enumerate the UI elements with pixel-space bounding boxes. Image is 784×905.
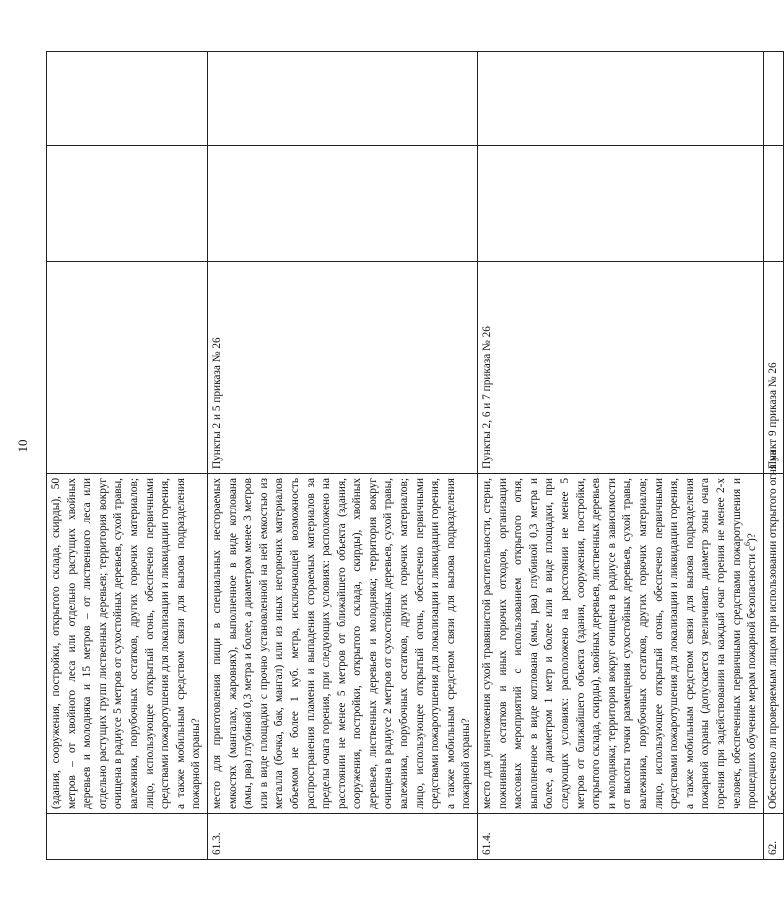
note-cell <box>207 52 477 146</box>
item-number: 61.3. <box>207 814 477 860</box>
checklist-sheet <box>46 52 779 860</box>
question-text: место для приготовления пищи в специальных несгораемых емкостях (мангалах, жаровнях), выполненное в виде котлована (ямы, рва) глубиной 0,3 метра и более, а диаметром менее 3 метров или в виде площадки с прочно установленной на ней емкостью из металла (бочка, бак, мангал) или из иных негорючих материалов объемом не более 1 куб. метра, исключающей возможность распространения пламени и выпадения сгораемых материалов за пределы очага горения, при следующих условиях: расположено на расстоянии не менее 5 метров от ближайшего объекта (здания, сооружения, постройки, открытого склада, скирды), хвойных деревьев, лиственных деревьев и молодняка; территория вокруг очищена в радиусе 2 метров от сухостойных деревьев, сухой травы, валежника, порубочных остатков, других горючих материалов; лицо, использующее открытый огонь, обеспечено первичными средствами пожаротушения для локализации и ликвидации горения, а также мобильным средством связи для вызова подразделения пожарной охраны? <box>207 474 477 814</box>
item-number: 61.4. <box>478 814 764 860</box>
answer-cell <box>763 146 784 262</box>
item-number <box>47 814 208 860</box>
question-text: Обеспечено ли проверяемым лицом при использовании открытого огня на <box>763 474 784 814</box>
checklist-table <box>46 51 784 860</box>
answer-cell <box>207 146 477 262</box>
table-row <box>478 52 764 860</box>
table-row <box>207 52 477 860</box>
question-text <box>478 474 764 814</box>
page-number: 10 <box>15 439 30 453</box>
requirement-reference: Пункт 9 приказа № 26 <box>763 262 784 474</box>
note-cell <box>47 52 208 146</box>
note-cell <box>478 52 764 146</box>
note-cell <box>763 52 784 146</box>
question-tail: )? <box>746 533 759 542</box>
requirement-reference: Пункты 2, 6 и 7 приказа № 26 <box>478 262 764 474</box>
requirement-reference <box>47 262 208 474</box>
requirement-reference: Пункты 2 и 5 приказа № 26 <box>207 262 477 474</box>
answer-cell <box>47 146 208 262</box>
table-row <box>47 52 208 860</box>
answer-cell <box>478 146 764 262</box>
table-row <box>763 52 784 860</box>
item-number: 62. <box>763 814 784 860</box>
question-body: место для уничтожения сухой травянистой растительности, стерни, пожнивных остатков и иных горючих отходов, организации массовых мероприятий с использованием открытого огня, выполненное в виде котлована (ямы, рва) глубиной 0,3 метра и более, а диаметром 1 метр и более или в виде площадки, при следующих условиях: расположено на расстоянии не менее 5 метров от ближайшего объекта (здания, сооружения, постройки, открытого склада, скирды), хвойных деревьев, лиственных деревьев и молодняка; территория вокруг очищена в радиусе в зависимости от высоты точки размещения сухостойных деревьев, сухой травы, валежника, порубочных остатков, других горючих материалов; лицо, использующее открытый огонь, обеспечено первичными средствами пожаротушения для локализации и ликвидации горения, а также мобильным средством связи для вызова подразделения пожарной охраны (допускается увеличивать диаметр зоны очага горения при задействовании на каждый очаг горения не менее 2-х человек, обеспеченных первичными средствами пожаротушения и прошедших обучение мерам пожарной безопасности с <box>481 478 759 809</box>
footnote-marker: 6 <box>743 541 753 546</box>
question-text: (здания, сооружения, постройки, открытого склада, скирды), 50 метров – от хвойного леса или отдельно растущих хвойных деревьев и молодняка и 15 метров – от лиственного леса или отдельно растущих групп лиственных деревьев; территория вокруг очищена в радиусе 5 метров от сухостойных деревьев, сухой травы, валежника, порубочных остатков, других горючих материалов; лицо, использующее открытый огонь, обеспечено первичными средствами пожаротушения для локализации и ликвидации горения, а также мобильным средством связи для вызова подразделения пожарной охраны? <box>47 474 208 814</box>
